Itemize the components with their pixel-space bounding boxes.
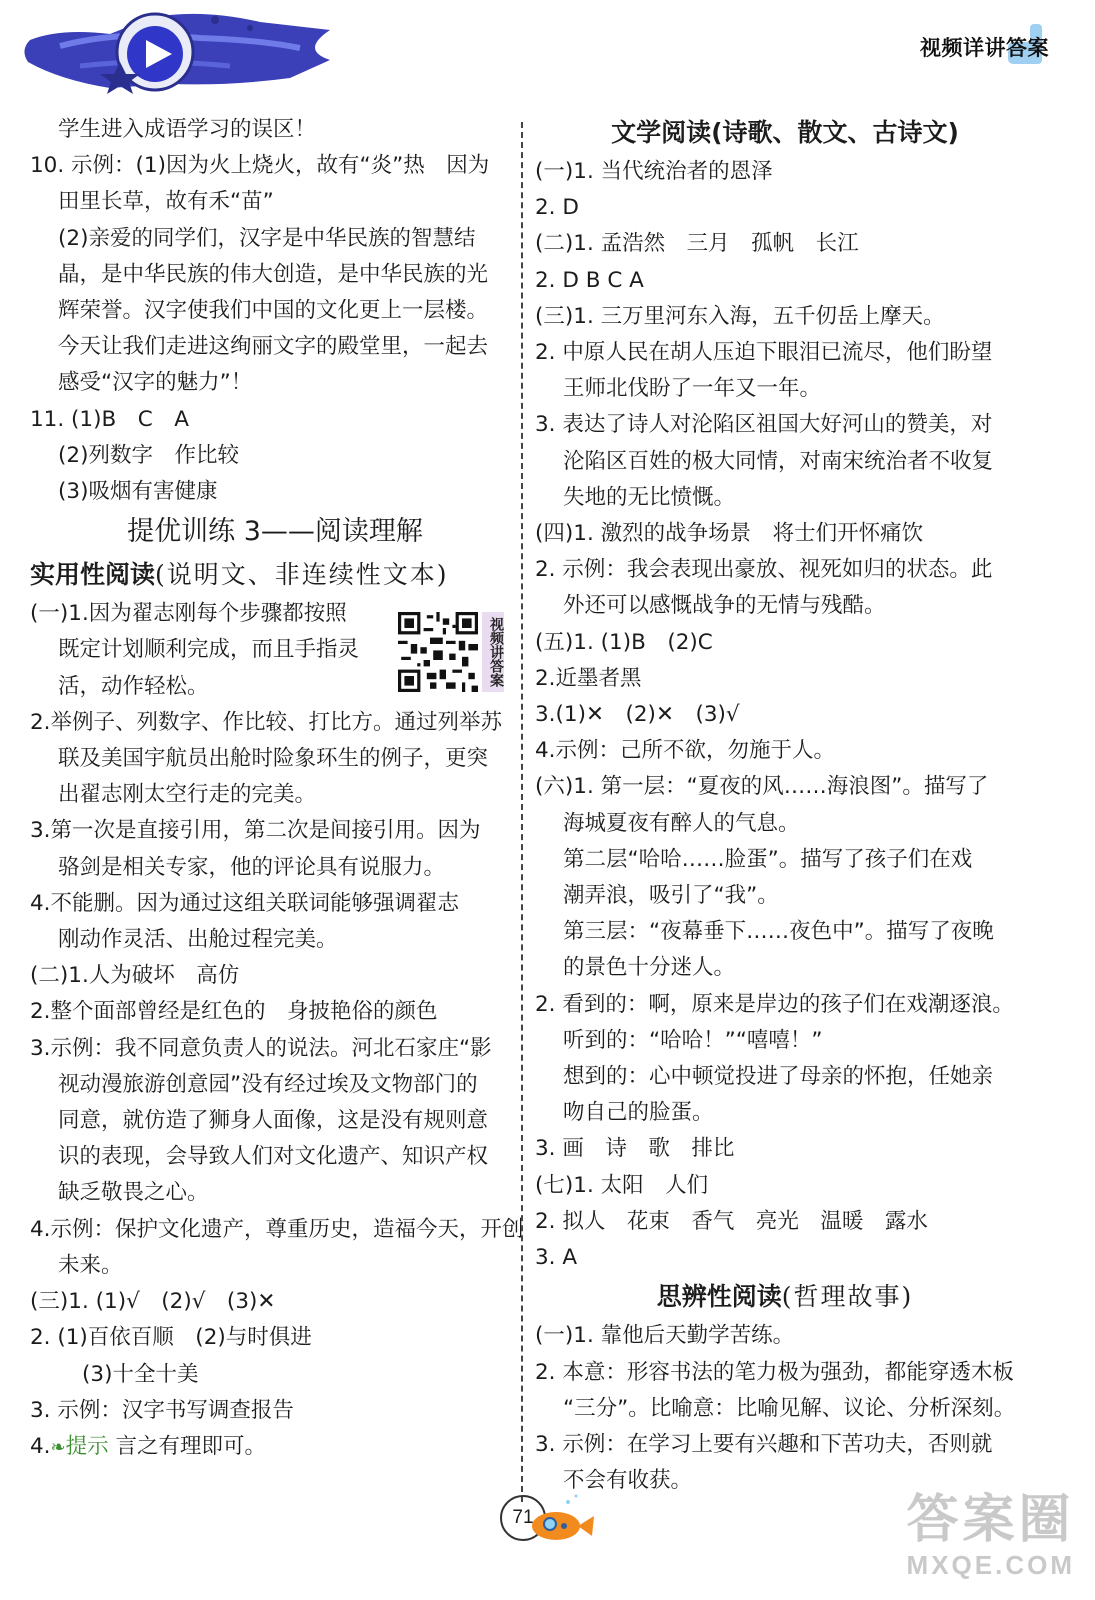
answer-line: 3. 画 诗 歌 排比 — [535, 1136, 735, 1162]
answer-line: 王师北伐盼了一年又一年。 — [563, 376, 822, 402]
answer-line: (3)吸烟有害健康 — [58, 479, 218, 505]
answer-line: 联及美国宇航员出舱时险象环生的例子，更突 — [58, 746, 489, 772]
answer-line: 未来。 — [58, 1252, 123, 1278]
answer-line: 11. (1)B C A — [30, 406, 189, 432]
answer-line: (一)1. 靠他后天勤学苦练。 — [535, 1323, 795, 1349]
answer-line: 不会有收获。 — [563, 1468, 693, 1494]
answer-line: 3.第一次是直接引用，第二次是间接引用。因为 — [30, 818, 481, 844]
watermark — [907, 1490, 1075, 1580]
answer-line: 失地的无比愤慨。 — [563, 484, 736, 510]
subsection-title-main: 实用性阅读 — [30, 560, 156, 590]
answer-line: 3. 表达了诗人对沦陷区祖国大好河山的赞美，对 — [535, 412, 993, 438]
answer-line: 的景色十分迷人。 — [563, 955, 736, 981]
answer-line: (五)1. (1)B (2)C — [535, 629, 713, 655]
answer-line: 3.示例：我不同意负责人的说法。河北石家庄“影 — [30, 1035, 492, 1061]
answer-line: 2. D — [535, 195, 579, 221]
section-title: 文学阅读(诗歌、散文、古诗文) — [611, 118, 959, 147]
answer-line: 2. 中原人民在胡人压迫下眼泪已流尽，他们盼望 — [535, 340, 993, 366]
answer-line: (3)十全十美 — [82, 1361, 199, 1387]
answer-line: (三)1. (1)√ (2)√ (3)✕ — [30, 1289, 276, 1315]
answer-line: 感受“汉字的魅力”！ — [58, 370, 253, 396]
answer-line: 第三层：“夜幕垂下……夜色中”。描写了夜晚 — [563, 919, 994, 945]
answer-line: 想到的：心中顿觉投进了母亲的怀抱，任她亲 — [563, 1064, 994, 1090]
answer-line: 听到的：“哈哈！”“嘻嘻！” — [563, 1027, 823, 1053]
answer-line: 10. 示例：(1)因为火上烧火，故有“炎”热 因为 — [30, 153, 490, 179]
answer-line: 既定计划顺利完成，而且手指灵 — [58, 637, 360, 663]
answer-line: 2. D B C A — [535, 267, 644, 293]
submarine-fish-icon — [520, 1490, 600, 1550]
watermark-sub: MXQE.COM — [906, 1550, 1075, 1580]
page-number: 71 — [500, 1495, 546, 1541]
answer-line: (二)1. 孟浩然 三月 孤帆 长江 — [535, 231, 859, 257]
right-column — [535, 112, 1035, 1499]
answer-line: 晶，是中华民族的伟大创造，是中华民族的光 — [58, 261, 489, 287]
qr-label: 视频讲答案 — [482, 612, 504, 692]
answer-line: 学生进入成语学习的误区！ — [58, 117, 317, 142]
qr-code-icon[interactable] — [398, 612, 478, 692]
answer-line: 3. 示例：在学习上要有兴趣和下苦功夫，否则就 — [535, 1431, 993, 1457]
hint-label: 提示 — [65, 1433, 109, 1459]
answer-line: 田里长草，故有禾“苗” — [58, 189, 274, 215]
answer-line-hint — [30, 1429, 520, 1466]
answer-line: 潮弄浪，吸引了“我”。 — [563, 883, 779, 909]
answer-line: 海城夏夜有醉人的气息。 — [563, 810, 800, 836]
answer-line: 缺乏敬畏之心。 — [58, 1180, 209, 1206]
subsection-title-paren: (说明文、非连续性文本) — [155, 560, 449, 590]
answer-line: 3. A — [535, 1245, 578, 1271]
answer-line: (七)1. 太阳 人们 — [535, 1172, 709, 1198]
answer-line: 外还可以感慨战争的无情与残酷。 — [563, 593, 886, 619]
leaf-icon: ❧ — [50, 1436, 66, 1458]
subsection-title — [30, 554, 520, 596]
answer-line: 2. (1)百依百顺 (2)与时俱进 — [30, 1325, 312, 1351]
answer-line: 同意，就仿造了狮身人面像，这是没有规则意 — [58, 1108, 489, 1134]
answer-line: (三)1. 三万里河东入海，五千仞岳上摩天。 — [535, 303, 945, 329]
answer-line: (四)1. 激烈的战争场景 将士们开怀痛饮 — [535, 521, 924, 547]
answer-line: 沦陷区百姓的极大同情，对南宋统治者不收复 — [563, 448, 994, 474]
answer-line: 骆剑是相关专家，他的评论具有说服力。 — [58, 854, 446, 880]
answer-line: 4.示例：保护文化遗产，尊重历史，造福今天，开创 — [30, 1216, 524, 1242]
answer-line: 2. 看到的：啊，原来是岸边的孩子们在戏潮逐浪。 — [535, 991, 1014, 1017]
answer-line: 3.(1)✕ (2)✕ (3)√ — [535, 702, 740, 728]
answer-line: (一)1. 当代统治者的恩泽 — [535, 159, 773, 184]
qr-code-block[interactable] — [398, 612, 510, 692]
answer-line: “三分”。比喻意：比喻见解、议论、分析深刻。 — [563, 1395, 1016, 1421]
answer-number: 4. — [30, 1433, 51, 1459]
answer-line: 2. 本意：形容书法的笔力极为强劲，都能穿透木板 — [535, 1359, 1014, 1385]
answer-line: 辉荣誉。汉字使我们中国的文化更上一层楼。 — [58, 298, 489, 324]
answer-line: 2. 拟人 花束 香气 亮光 温暖 露水 — [535, 1208, 928, 1234]
answer-line: (一)1.因为翟志刚每个步骤都按照 — [30, 601, 347, 627]
answer-line: 第二层“哈哈……脸蛋”。描写了孩子们在戏 — [563, 846, 973, 872]
subsection-title-paren: (哲理故事) — [781, 1282, 914, 1312]
answer-line: 2.整个面部曾经是红色的 身披艳俗的颜色 — [30, 999, 438, 1025]
answer-line: 3. 示例：汉字书写调查报告 — [30, 1397, 294, 1423]
video-logo-icon — [24, 14, 330, 94]
answer-line: 活，动作轻松。 — [58, 673, 209, 699]
answer-line: (2)亲爱的同学们，汉字是中华民族的智慧结 — [58, 225, 476, 251]
answer-line: (2)列数字 作比较 — [58, 442, 239, 468]
answer-line: 识的表现，会导致人们对文化遗产、知识产权 — [58, 1144, 489, 1170]
answer-line: 4.不能删。因为通过这组关联词能够强调翟志 — [30, 890, 460, 916]
answer-line: (六)1. 第一层：“夏夜的风……海浪图”。描写了 — [535, 774, 989, 800]
answer-line: 2.近墨者黑 — [535, 665, 642, 691]
answer-line: 刚动作灵活、出舱过程完美。 — [58, 927, 338, 953]
answer-line: 2.举例子、列数字、作比较、打比方。通过列举苏 — [30, 709, 503, 735]
column-divider — [521, 122, 523, 1502]
answer-line: 出翟志刚太空行走的完美。 — [58, 782, 317, 808]
header-title: 视频详讲答案 — [920, 36, 1049, 60]
watermark-main: 答案圈 — [906, 1491, 1075, 1549]
answer-line: 吻自己的脸蛋。 — [563, 1100, 714, 1126]
answer-line: 2. 示例：我会表现出豪放、视死如归的状态。此 — [535, 557, 993, 583]
subsection-title-main: 思辨性阅读 — [656, 1282, 782, 1312]
left-column — [30, 112, 524, 1466]
answer-line: 视动漫旅游创意园”没有经过埃及文物部门的 — [58, 1071, 478, 1097]
section-title: 提优训练 3——阅读理解 — [127, 516, 423, 548]
hint-text: 言之有理即可。 — [115, 1433, 266, 1459]
answer-line: (二)1.人为破坏 高仿 — [30, 963, 240, 989]
subsection-title — [535, 1276, 1035, 1318]
answer-line: 4.示例：己所不欲，勿施于人。 — [535, 738, 836, 764]
answer-line: 今天让我们走进这绚丽文字的殿堂里，一起去 — [58, 334, 489, 360]
